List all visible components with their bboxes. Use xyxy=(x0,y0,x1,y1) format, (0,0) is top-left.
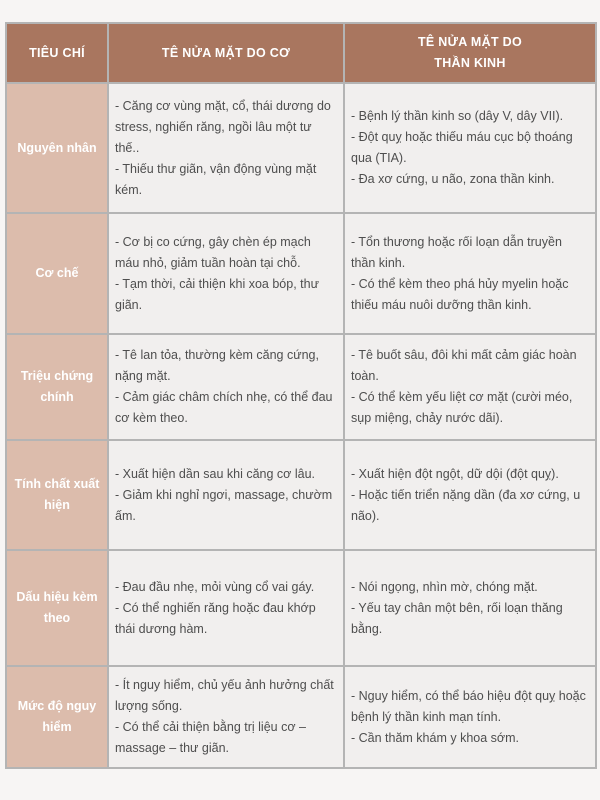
bullet-text: - Tê buốt sâu, đôi khi mất cảm giác hoàn toàn. xyxy=(351,348,577,383)
row-label: Tính chất xuất hiện xyxy=(6,440,108,550)
header-criteria: TIÊU CHÍ xyxy=(6,23,108,83)
nerve-cell xyxy=(344,334,596,440)
bullet-text: - Thiếu thư giãn, vận động vùng mặt kém. xyxy=(115,161,317,197)
bullet-text: - Có thể kèm theo phá hủy myelin hoặc thiếu máu nuôi dưỡng thần kinh. xyxy=(351,276,569,312)
bullet-text: - Có thể nghiến răng hoặc đau khớp thái dương hàm. xyxy=(115,600,316,636)
table-row xyxy=(6,666,596,768)
muscle-cell xyxy=(108,334,344,440)
header-muscle-cause: TÊ NỬA MẶT DO CƠ xyxy=(108,23,344,83)
muscle-cell xyxy=(108,83,344,213)
muscle-cell xyxy=(108,213,344,334)
nerve-cell xyxy=(344,213,596,334)
bullet-text: - Tạm thời, cải thiện khi xoa bóp, thư giãn. xyxy=(115,276,319,312)
bullet-text: - Đa xơ cứng, u não, zona thần kinh. xyxy=(351,172,555,186)
row-label: Nguyên nhân xyxy=(6,83,108,213)
bullet-text: - Đau đầu nhẹ, mỏi vùng cổ vai gáy. xyxy=(115,579,315,594)
bullet-text: - Ít nguy hiểm, chủ yếu ảnh hưởng chất lượng sống. xyxy=(115,678,334,713)
bullet-text: - Yếu tay chân một bên, rối loạn thăng bằng. xyxy=(351,600,563,636)
bullet-text: - Xuất hiện dần sau khi căng cơ lâu. xyxy=(115,466,315,481)
bullet-text: - Nguy hiểm, có thể báo hiệu đột quỵ hoặc bệnh lý thần kinh mạn tính. xyxy=(351,688,586,724)
header-nerve-line1: TÊ NỬA MẶT DO xyxy=(417,35,523,49)
bullet-text: - Cần thăm khám y khoa sớm. xyxy=(351,730,519,745)
bullet-text: - Có thể cải thiện bằng trị liệu cơ – massage – thư giãn. xyxy=(115,720,306,755)
bullet-text: - Bệnh lý thần kinh so (dây V, dây VII). xyxy=(351,109,564,123)
table-row xyxy=(6,213,596,334)
bullet-text: - Xuất hiện đột ngột, dữ dội (đột quỵ). xyxy=(351,466,559,481)
header-nerve-cause xyxy=(344,23,596,83)
table-row xyxy=(6,83,596,213)
table-row xyxy=(6,440,596,550)
bullet-text: - Hoặc tiến triển nặng dần (đa xơ cứng, u não). xyxy=(351,487,581,523)
bullet-text: - Đột quỵ hoặc thiếu máu cục bộ thoáng qua (TIA). xyxy=(351,130,573,165)
table-row xyxy=(6,334,596,440)
row-label: Dấu hiệu kèm theo xyxy=(6,550,108,666)
table-header-row xyxy=(6,23,596,83)
bullet-text: - Căng cơ vùng mặt, cổ, thái dương do stress, nghiến răng, ngồi lâu một tư thế.. xyxy=(115,98,331,155)
bullet-text: - Cảm giác châm chích nhẹ, có thể đau cơ kèm theo. xyxy=(115,390,333,425)
row-label: Mức độ nguy hiểm xyxy=(6,666,108,768)
bullet-text: - Có thể kèm yếu liệt cơ mặt (cười méo, sụp miệng, chảy nước dãi). xyxy=(351,390,573,425)
nerve-cell xyxy=(344,666,596,768)
bullet-text: - Cơ bị co cứng, gây chèn ép mạch máu nhỏ, giảm tuần hoàn tại chỗ. xyxy=(115,234,311,270)
comparison-table xyxy=(5,22,597,769)
header-nerve-line2: THẦN KINH xyxy=(434,56,506,70)
nerve-cell xyxy=(344,83,596,213)
table-row xyxy=(6,550,596,666)
bullet-text: - Tổn thương hoặc rối loạn dẫn truyền thần kinh. xyxy=(351,234,562,270)
bullet-text: - Tê lan tỏa, thường kèm căng cứng, nặng mặt. xyxy=(115,348,319,383)
bullet-text: - Nói ngọng, nhìn mờ, chóng mặt. xyxy=(351,579,538,594)
bullet-text: - Giảm khi nghỉ ngơi, massage, chườm ấm. xyxy=(115,487,333,523)
muscle-cell xyxy=(108,666,344,768)
muscle-cell xyxy=(108,440,344,550)
row-label: Cơ chế xyxy=(6,213,108,334)
muscle-cell xyxy=(108,550,344,666)
nerve-cell xyxy=(344,550,596,666)
row-label: Triệu chứng chính xyxy=(6,334,108,440)
nerve-cell xyxy=(344,440,596,550)
comparison-table-wrapper xyxy=(5,22,595,769)
